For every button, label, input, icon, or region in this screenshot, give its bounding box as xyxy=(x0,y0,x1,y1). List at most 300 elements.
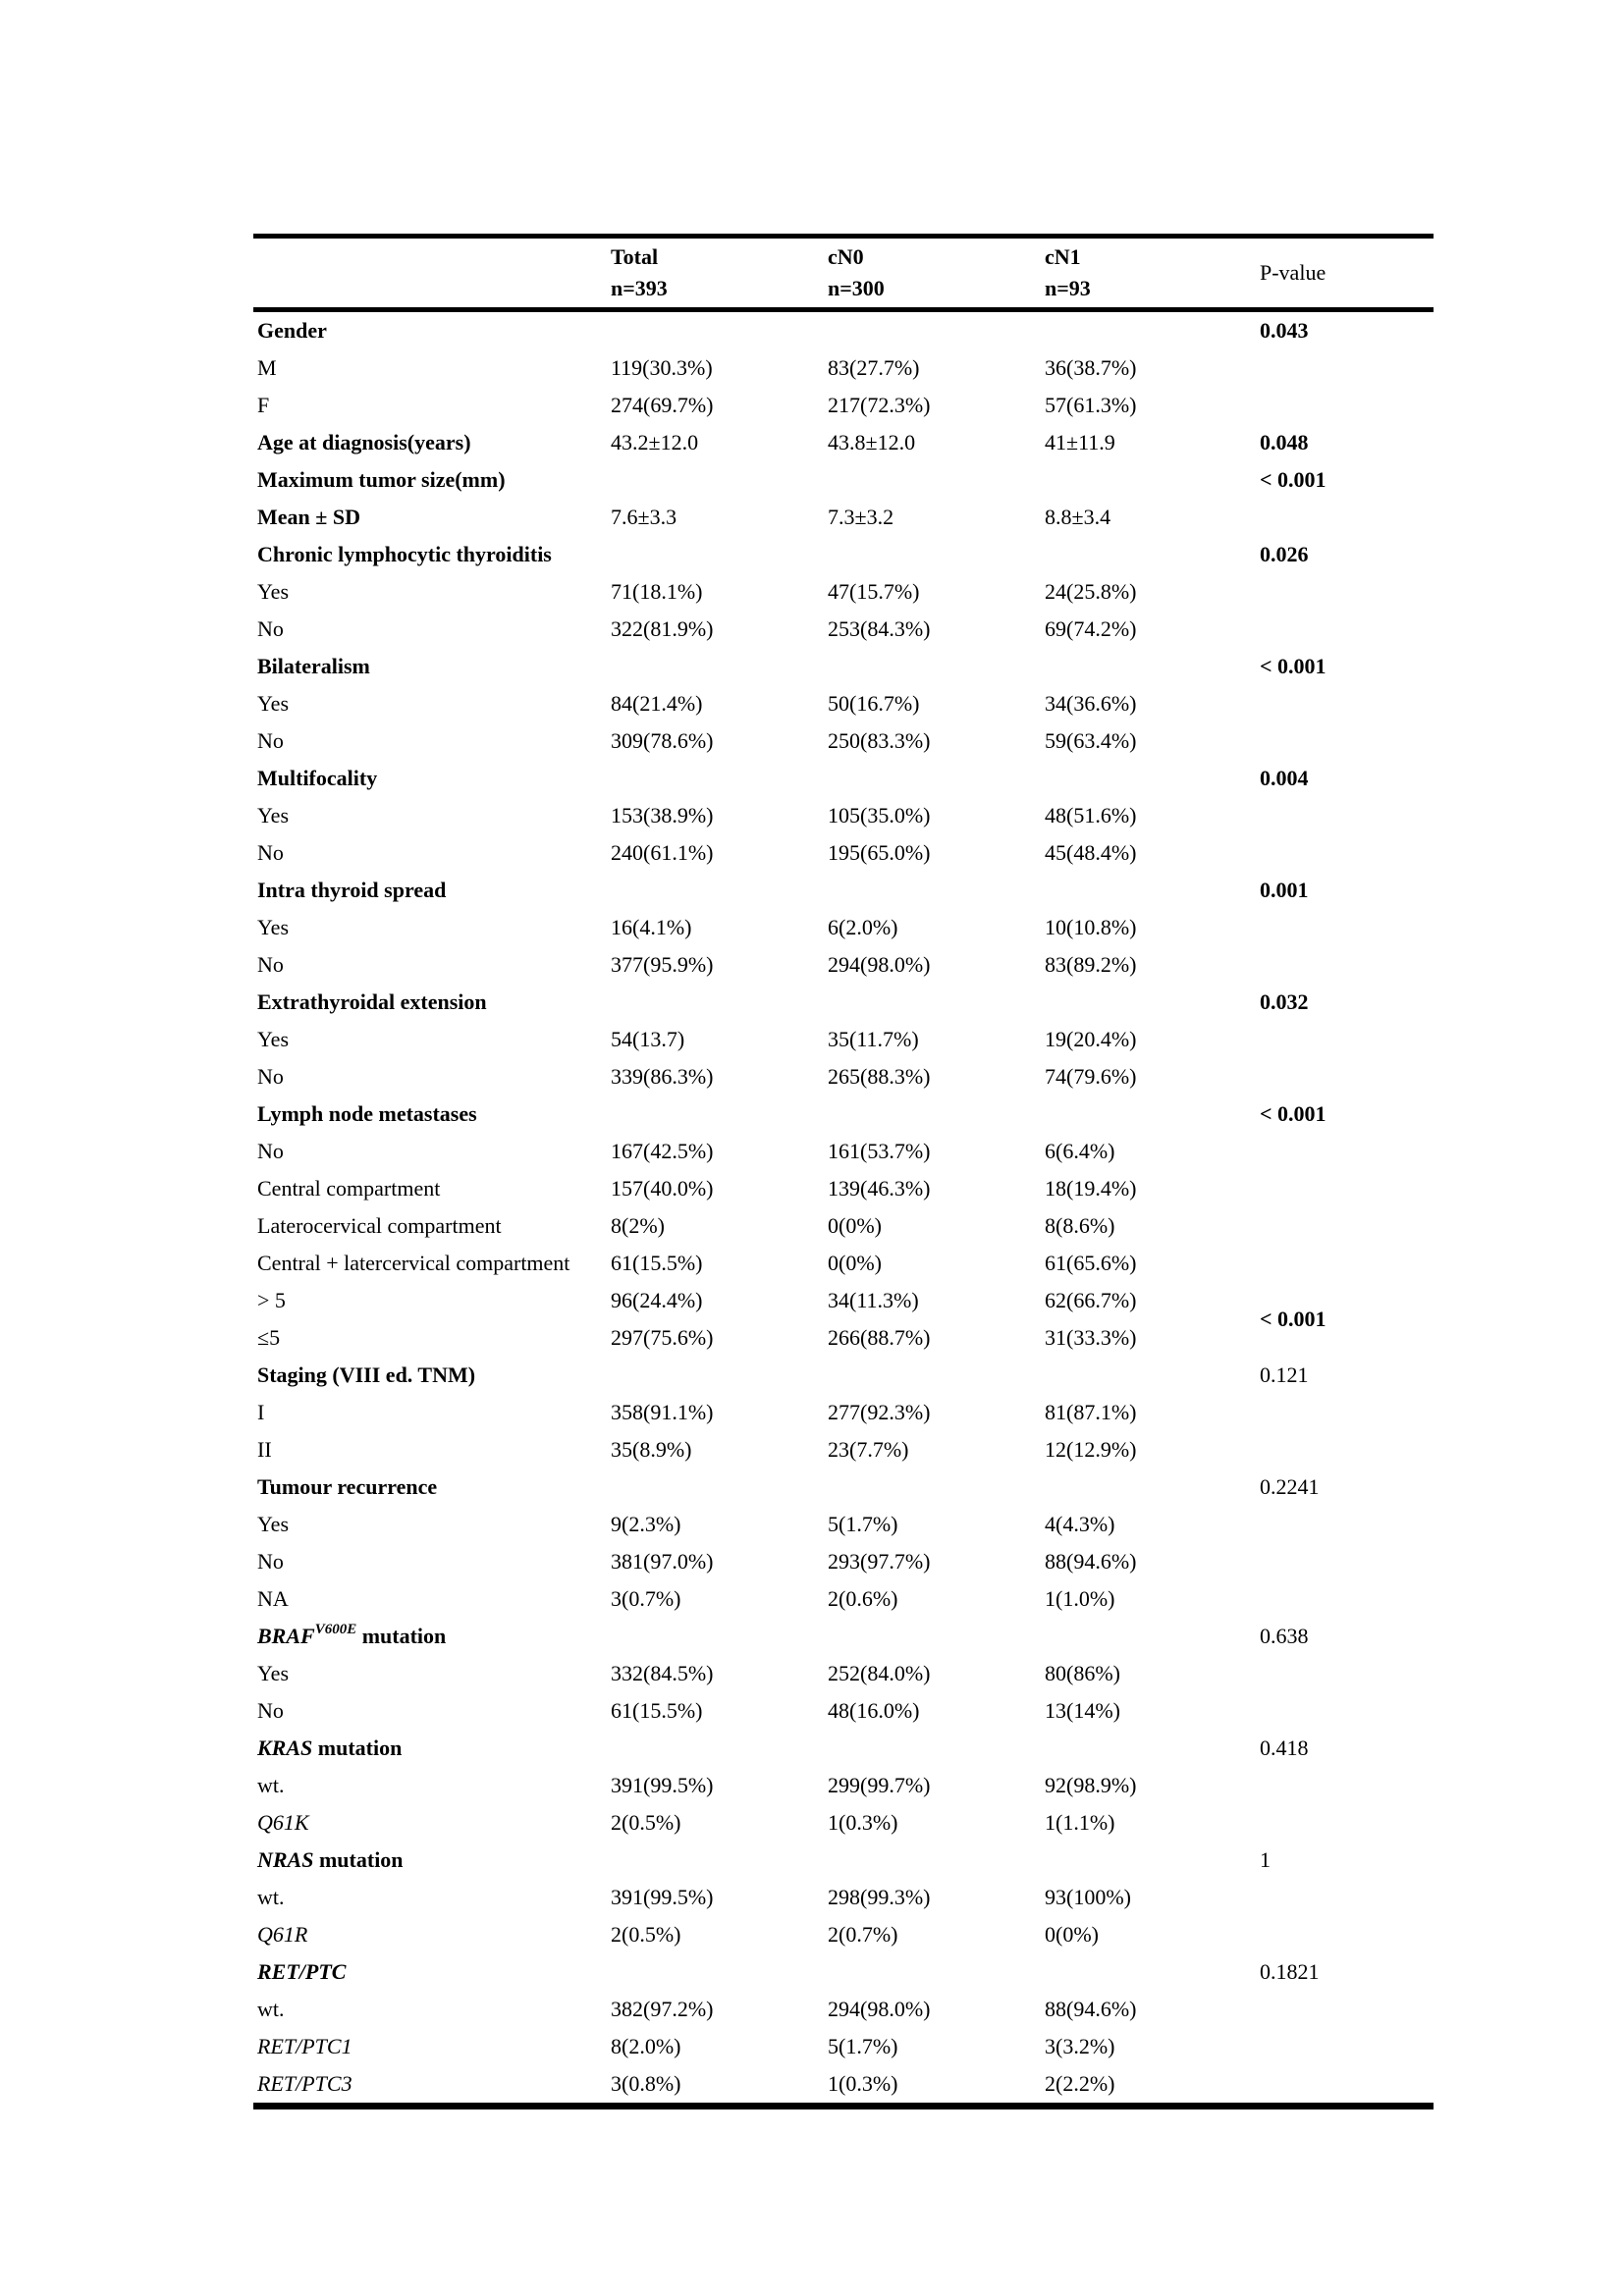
cell-total: 391(99.5%) xyxy=(611,1885,714,1909)
cell-cn0 xyxy=(828,872,1045,909)
cell-total xyxy=(611,1095,828,1133)
cell-pvalue xyxy=(1260,1804,1434,1842)
cell-cn1: 12(12.9%) xyxy=(1045,1437,1137,1462)
gene-label-suffix: mutation xyxy=(312,1735,403,1760)
header-empty-cell xyxy=(253,237,611,310)
table-row xyxy=(253,760,1434,797)
cell-pvalue: < 0.001 xyxy=(1260,467,1326,492)
cell-pvalue xyxy=(1260,1506,1434,1543)
cell-cn1 xyxy=(1045,760,1260,797)
cell-pvalue xyxy=(1260,1692,1434,1730)
cell-pvalue: 0.2241 xyxy=(1260,1474,1320,1499)
table-row xyxy=(253,872,1434,909)
table-row xyxy=(253,387,1434,424)
row-label: RET/PTC3 xyxy=(257,2071,352,2096)
header-total-n: n=393 xyxy=(611,276,668,300)
cell-pvalue xyxy=(1260,1058,1434,1095)
cell-pvalue xyxy=(1260,1916,1434,1953)
cell-cn0: 2(0.7%) xyxy=(828,1922,898,1947)
cell-total xyxy=(611,1842,828,1879)
cell-pvalue xyxy=(1260,1133,1434,1170)
cell-cn1: 93(100%) xyxy=(1045,1885,1131,1909)
gene-label-suffix: mutation xyxy=(356,1624,447,1648)
row-label: Extrathyroidal extension xyxy=(257,989,487,1014)
cell-cn0 xyxy=(828,1618,1045,1655)
cell-cn0: 43.8±12.0 xyxy=(828,430,916,454)
table-row xyxy=(253,349,1434,387)
cell-cn1 xyxy=(1045,1468,1260,1506)
cell-cn1 xyxy=(1045,1730,1260,1767)
cell-cn0 xyxy=(828,984,1045,1021)
table-row xyxy=(253,1021,1434,1058)
cell-total xyxy=(611,1953,828,1991)
cell-total xyxy=(611,984,828,1021)
header-pvalue: P-value xyxy=(1260,237,1434,310)
table-row xyxy=(253,461,1434,499)
cell-pvalue: 0.026 xyxy=(1260,542,1309,566)
cell-total: 322(81.9%) xyxy=(611,616,714,641)
cell-pvalue xyxy=(1260,722,1434,760)
cell-pvalue: 0.1821 xyxy=(1260,1959,1320,1984)
table-row xyxy=(253,685,1434,722)
cell-total: 84(21.4%) xyxy=(611,691,703,716)
cell-cn0: 161(53.7%) xyxy=(828,1139,931,1163)
table-row xyxy=(253,1133,1434,1170)
cell-total xyxy=(611,461,828,499)
cell-pvalue xyxy=(1260,499,1434,536)
header-cn0 xyxy=(828,237,1045,310)
cell-cn0: 277(92.3%) xyxy=(828,1400,931,1424)
table-row xyxy=(253,1953,1434,1991)
cell-total: 2(0.5%) xyxy=(611,1922,681,1947)
cell-total xyxy=(611,1618,828,1655)
header-total-name: Total xyxy=(611,244,659,269)
table-row xyxy=(253,1991,1434,2028)
cell-cn1 xyxy=(1045,461,1260,499)
cell-total: 339(86.3%) xyxy=(611,1064,714,1089)
header-cn1-n: n=93 xyxy=(1045,276,1091,300)
cell-cn1 xyxy=(1045,1618,1260,1655)
cell-cn1: 88(94.6%) xyxy=(1045,1997,1137,2021)
cell-cn1: 80(86%) xyxy=(1045,1661,1120,1685)
row-label: ≤5 xyxy=(257,1325,281,1350)
table-row xyxy=(253,1506,1434,1543)
cell-cn1 xyxy=(1045,1095,1260,1133)
table-row xyxy=(253,2065,1434,2107)
row-label: No xyxy=(257,1064,284,1089)
cell-cn1: 13(14%) xyxy=(1045,1698,1120,1723)
table-row xyxy=(253,722,1434,760)
header-cn0-n: n=300 xyxy=(828,276,885,300)
cell-pvalue xyxy=(1260,1767,1434,1804)
cell-total: 382(97.2%) xyxy=(611,1997,714,2021)
cell-cn0: 250(83.3%) xyxy=(828,728,931,753)
cell-cn0: 2(0.6%) xyxy=(828,1586,898,1611)
row-label: NA xyxy=(257,1586,289,1611)
row-label: Age at diagnosis(years) xyxy=(257,430,471,454)
cell-cn1: 1(1.1%) xyxy=(1045,1810,1115,1835)
table-row xyxy=(253,1431,1434,1468)
cell-cn0 xyxy=(828,1842,1045,1879)
row-label: I xyxy=(257,1400,265,1424)
cell-cn1: 2(2.2%) xyxy=(1045,2071,1115,2096)
cell-total xyxy=(611,648,828,685)
cell-total: 7.6±3.3 xyxy=(611,505,677,529)
cell-total: 377(95.9%) xyxy=(611,952,714,977)
cell-total xyxy=(611,536,828,573)
cell-cn0 xyxy=(828,1730,1045,1767)
row-label xyxy=(253,1618,611,1655)
cell-cn1: 10(10.8%) xyxy=(1045,915,1137,939)
row-label: No xyxy=(257,616,284,641)
cell-cn0 xyxy=(828,648,1045,685)
cell-cn1 xyxy=(1045,872,1260,909)
table-row xyxy=(253,1692,1434,1730)
cell-total: 61(15.5%) xyxy=(611,1698,703,1723)
row-label: Chronic lymphocytic thyroiditis xyxy=(257,542,552,566)
cell-cn1 xyxy=(1045,1842,1260,1879)
cell-total: 8(2.0%) xyxy=(611,2034,681,2058)
row-label xyxy=(253,1730,611,1767)
gene-name: BRAF xyxy=(257,1624,315,1648)
cell-cn0: 253(84.3%) xyxy=(828,616,931,641)
table-row xyxy=(253,573,1434,611)
row-label: Multifocality xyxy=(257,766,378,790)
header-cn1-name: cN1 xyxy=(1045,244,1081,269)
cell-pvalue xyxy=(1260,1431,1434,1468)
cell-pvalue xyxy=(1260,573,1434,611)
table-row xyxy=(253,1916,1434,1953)
table-row xyxy=(253,1058,1434,1095)
table-row xyxy=(253,1655,1434,1692)
row-label: No xyxy=(257,728,284,753)
cell-cn0: 1(0.3%) xyxy=(828,2071,898,2096)
cell-cn0 xyxy=(828,310,1045,350)
row-label: F xyxy=(257,393,270,417)
cell-total: 391(99.5%) xyxy=(611,1773,714,1797)
cell-pvalue xyxy=(1260,387,1434,424)
cell-cn1: 6(6.4%) xyxy=(1045,1139,1115,1163)
row-label: Gender xyxy=(257,318,327,343)
table-row xyxy=(253,2028,1434,2065)
cell-total: 274(69.7%) xyxy=(611,393,714,417)
row-label: Bilateralism xyxy=(257,654,370,678)
row-label: Staging (VIII ed. TNM) xyxy=(257,1362,476,1387)
table-row xyxy=(253,834,1434,872)
cell-pvalue xyxy=(1260,685,1434,722)
cell-cn0 xyxy=(828,1357,1045,1394)
cell-pvalue xyxy=(1260,1991,1434,2028)
cell-pvalue xyxy=(1260,797,1434,834)
cell-total: 8(2%) xyxy=(611,1213,665,1238)
cell-cn0 xyxy=(828,1953,1045,1991)
row-label: Yes xyxy=(257,1027,290,1051)
cell-cn1 xyxy=(1045,536,1260,573)
cell-pvalue: < 0.001 xyxy=(1260,1101,1326,1126)
cell-pvalue: 0.048 xyxy=(1260,430,1309,454)
cell-cn0: 6(2.0%) xyxy=(828,915,898,939)
cell-cn1: 83(89.2%) xyxy=(1045,952,1137,977)
cell-cn1: 8(8.6%) xyxy=(1045,1213,1115,1238)
cell-pvalue xyxy=(1260,1879,1434,1916)
cell-total xyxy=(611,1730,828,1767)
cell-pvalue: 0.001 xyxy=(1260,878,1309,902)
gene-superscript: V600E xyxy=(314,1621,357,1637)
cell-cn1: 36(38.7%) xyxy=(1045,355,1137,380)
cell-cn0 xyxy=(828,536,1045,573)
cell-pvalue xyxy=(1260,2028,1434,2065)
row-label: Central + latercervical compartment xyxy=(257,1251,570,1275)
cell-cn1: 69(74.2%) xyxy=(1045,616,1137,641)
table-row xyxy=(253,1207,1434,1245)
cell-cn0: 1(0.3%) xyxy=(828,1810,898,1835)
row-label xyxy=(253,1842,611,1879)
cell-total: 16(4.1%) xyxy=(611,915,692,939)
cell-total: 119(30.3%) xyxy=(611,355,713,380)
row-label: Q61K xyxy=(257,1810,309,1835)
row-label: II xyxy=(257,1437,272,1462)
table-row xyxy=(253,648,1434,685)
cell-pvalue: 0.032 xyxy=(1260,989,1309,1014)
cell-pvalue xyxy=(1260,1394,1434,1431)
cell-cn0 xyxy=(828,760,1045,797)
cell-cn0: 23(7.7%) xyxy=(828,1437,909,1462)
row-label: Mean ± SD xyxy=(257,505,360,529)
cell-total: 3(0.7%) xyxy=(611,1586,681,1611)
row-label: Yes xyxy=(257,915,290,939)
cell-cn1: 88(94.6%) xyxy=(1045,1549,1137,1574)
cell-cn0: 217(72.3%) xyxy=(828,393,931,417)
cell-pvalue xyxy=(1260,1021,1434,1058)
cell-cn0: 5(1.7%) xyxy=(828,2034,898,2058)
cell-total: 54(13.7) xyxy=(611,1027,685,1051)
row-label: wt. xyxy=(257,1773,285,1797)
cell-cn0: 0(0%) xyxy=(828,1251,882,1275)
cell-total: 297(75.6%) xyxy=(611,1325,714,1350)
row-label: Q61R xyxy=(257,1922,308,1947)
cell-pvalue xyxy=(1260,834,1434,872)
cell-cn1: 34(36.6%) xyxy=(1045,691,1137,716)
cell-cn0: 5(1.7%) xyxy=(828,1512,898,1536)
row-label: Maximum tumor size(mm) xyxy=(257,467,506,492)
cell-pvalue: 0.004 xyxy=(1260,766,1309,790)
header-cn0-name: cN0 xyxy=(828,244,864,269)
table-row xyxy=(253,1095,1434,1133)
cell-total: 153(38.9%) xyxy=(611,803,714,828)
cell-total: 3(0.8%) xyxy=(611,2071,681,2096)
table-body xyxy=(253,310,1434,2107)
row-label: Yes xyxy=(257,579,290,604)
cell-pvalue: < 0.001 xyxy=(1260,1307,1326,1331)
cell-cn1: 45(48.4%) xyxy=(1045,840,1137,865)
row-label: RET/PTC1 xyxy=(257,2034,352,2058)
cell-total xyxy=(611,872,828,909)
cell-pvalue: 0.043 xyxy=(1260,318,1309,343)
cell-total: 43.2±12.0 xyxy=(611,430,699,454)
cell-total: 61(15.5%) xyxy=(611,1251,703,1275)
cell-pvalue xyxy=(1260,1170,1434,1207)
cell-cn0: 252(84.0%) xyxy=(828,1661,931,1685)
cell-pvalue xyxy=(1260,1245,1434,1282)
cell-cn0: 50(16.7%) xyxy=(828,691,920,716)
cell-total: 381(97.0%) xyxy=(611,1549,714,1574)
cell-pvalue: 0.418 xyxy=(1260,1735,1309,1760)
cell-cn1: 1(1.0%) xyxy=(1045,1586,1115,1611)
row-label: wt. xyxy=(257,1885,285,1909)
row-label: No xyxy=(257,840,284,865)
table-row xyxy=(253,424,1434,461)
cell-cn0: 48(16.0%) xyxy=(828,1698,920,1723)
gene-name: NRAS xyxy=(257,1847,314,1872)
cell-total: 358(91.1%) xyxy=(611,1400,714,1424)
cell-total: 240(61.1%) xyxy=(611,840,714,865)
cell-cn1: 59(63.4%) xyxy=(1045,728,1137,753)
cell-total xyxy=(611,760,828,797)
table-row xyxy=(253,1170,1434,1207)
table-row xyxy=(253,310,1434,350)
cell-cn0: 266(88.7%) xyxy=(828,1325,931,1350)
table-row xyxy=(253,1468,1434,1506)
header-row xyxy=(253,237,1434,310)
table-row xyxy=(253,1842,1434,1879)
table-row xyxy=(253,1730,1434,1767)
cell-cn0: 293(97.7%) xyxy=(828,1549,931,1574)
table-row xyxy=(253,1879,1434,1916)
row-label: wt. xyxy=(257,1997,285,2021)
table-row xyxy=(253,1319,1434,1357)
cell-cn1: 0(0%) xyxy=(1045,1922,1099,1947)
cell-total: 167(42.5%) xyxy=(611,1139,714,1163)
cell-cn1 xyxy=(1045,648,1260,685)
row-label: No xyxy=(257,1549,284,1574)
cell-pvalue: 0.121 xyxy=(1260,1362,1309,1387)
cell-cn1: 81(87.1%) xyxy=(1045,1400,1137,1424)
cell-total: 157(40.0%) xyxy=(611,1176,714,1201)
cell-cn0: 265(88.3%) xyxy=(828,1064,931,1089)
cell-pvalue xyxy=(1260,349,1434,387)
row-label: No xyxy=(257,952,284,977)
cell-cn0 xyxy=(828,1095,1045,1133)
clinical-characteristics-table xyxy=(253,234,1434,2109)
cell-pvalue xyxy=(1260,946,1434,984)
cell-cn1: 8.8±3.4 xyxy=(1045,505,1111,529)
cell-cn0: 294(98.0%) xyxy=(828,952,931,977)
table-row xyxy=(253,1394,1434,1431)
table-header xyxy=(253,237,1434,310)
header-cn1 xyxy=(1045,237,1260,310)
cell-total: 332(84.5%) xyxy=(611,1661,714,1685)
cell-cn0: 83(27.7%) xyxy=(828,355,920,380)
cell-cn0: 298(99.3%) xyxy=(828,1885,931,1909)
cell-total xyxy=(611,1468,828,1506)
cell-cn1: 31(33.3%) xyxy=(1045,1325,1137,1350)
header-total xyxy=(611,237,828,310)
row-label: No xyxy=(257,1698,284,1723)
row-label: Yes xyxy=(257,1512,290,1536)
cell-pvalue xyxy=(1260,909,1434,946)
cell-cn0: 34(11.3%) xyxy=(828,1288,919,1312)
cell-cn1 xyxy=(1045,310,1260,350)
cell-total: 9(2.3%) xyxy=(611,1512,681,1536)
cell-total xyxy=(611,1357,828,1394)
cell-pvalue xyxy=(1260,1543,1434,1580)
table-row xyxy=(253,1282,1434,1319)
cell-cn0: 35(11.7%) xyxy=(828,1027,919,1051)
cell-cn0: 195(65.0%) xyxy=(828,840,931,865)
table-container xyxy=(253,234,1434,2109)
table-row xyxy=(253,1543,1434,1580)
row-label: Tumour recurrence xyxy=(257,1474,438,1499)
row-label xyxy=(253,1953,611,1991)
gene-label-suffix: mutation xyxy=(313,1847,404,1872)
cell-cn1: 61(65.6%) xyxy=(1045,1251,1137,1275)
cell-cn0: 47(15.7%) xyxy=(828,579,920,604)
cell-cn1: 19(20.4%) xyxy=(1045,1027,1137,1051)
row-label: Laterocervical compartment xyxy=(257,1213,502,1238)
table-row xyxy=(253,909,1434,946)
cell-cn0: 294(98.0%) xyxy=(828,1997,931,2021)
cell-total: 35(8.9%) xyxy=(611,1437,692,1462)
table-row xyxy=(253,1580,1434,1618)
row-label: Lymph node metastases xyxy=(257,1101,477,1126)
cell-cn1: 92(98.9%) xyxy=(1045,1773,1137,1797)
cell-cn0: 105(35.0%) xyxy=(828,803,931,828)
cell-cn1: 24(25.8%) xyxy=(1045,579,1137,604)
cell-cn1: 57(61.3%) xyxy=(1045,393,1137,417)
table-row xyxy=(253,1245,1434,1282)
cell-total: 71(18.1%) xyxy=(611,579,703,604)
table-row xyxy=(253,797,1434,834)
row-label: > 5 xyxy=(257,1288,286,1312)
gene-name: RET/PTC xyxy=(257,1959,347,1984)
row-label: Central compartment xyxy=(257,1176,441,1201)
cell-total: 2(0.5%) xyxy=(611,1810,681,1835)
row-label: Intra thyroid spread xyxy=(257,878,447,902)
table-row xyxy=(253,1618,1434,1655)
cell-cn0: 7.3±3.2 xyxy=(828,505,894,529)
cell-cn0: 139(46.3%) xyxy=(828,1176,931,1201)
cell-total: 96(24.4%) xyxy=(611,1288,703,1312)
table-row xyxy=(253,611,1434,648)
table-row xyxy=(253,1357,1434,1394)
row-label: No xyxy=(257,1139,284,1163)
cell-pvalue xyxy=(1260,611,1434,648)
cell-cn1 xyxy=(1045,1953,1260,1991)
cell-cn0 xyxy=(828,1468,1045,1506)
cell-cn0 xyxy=(828,461,1045,499)
cell-pvalue xyxy=(1260,2065,1434,2107)
cell-pvalue: 0.638 xyxy=(1260,1624,1309,1648)
cell-cn1: 62(66.7%) xyxy=(1045,1288,1137,1312)
cell-pvalue xyxy=(1260,1580,1434,1618)
cell-total: 309(78.6%) xyxy=(611,728,714,753)
cell-cn1: 41±11.9 xyxy=(1045,430,1115,454)
table-row xyxy=(253,1804,1434,1842)
cell-cn0: 299(99.7%) xyxy=(828,1773,931,1797)
cell-pvalue xyxy=(1260,1655,1434,1692)
row-label: Yes xyxy=(257,1661,290,1685)
cell-cn0: 0(0%) xyxy=(828,1213,882,1238)
cell-cn1: 74(79.6%) xyxy=(1045,1064,1137,1089)
cell-total xyxy=(611,310,828,350)
row-label: Yes xyxy=(257,803,290,828)
cell-cn1 xyxy=(1045,984,1260,1021)
cell-cn1: 48(51.6%) xyxy=(1045,803,1137,828)
table-row xyxy=(253,499,1434,536)
cell-cn1: 18(19.4%) xyxy=(1045,1176,1137,1201)
gene-name: KRAS xyxy=(257,1735,313,1760)
cell-cn1 xyxy=(1045,1357,1260,1394)
